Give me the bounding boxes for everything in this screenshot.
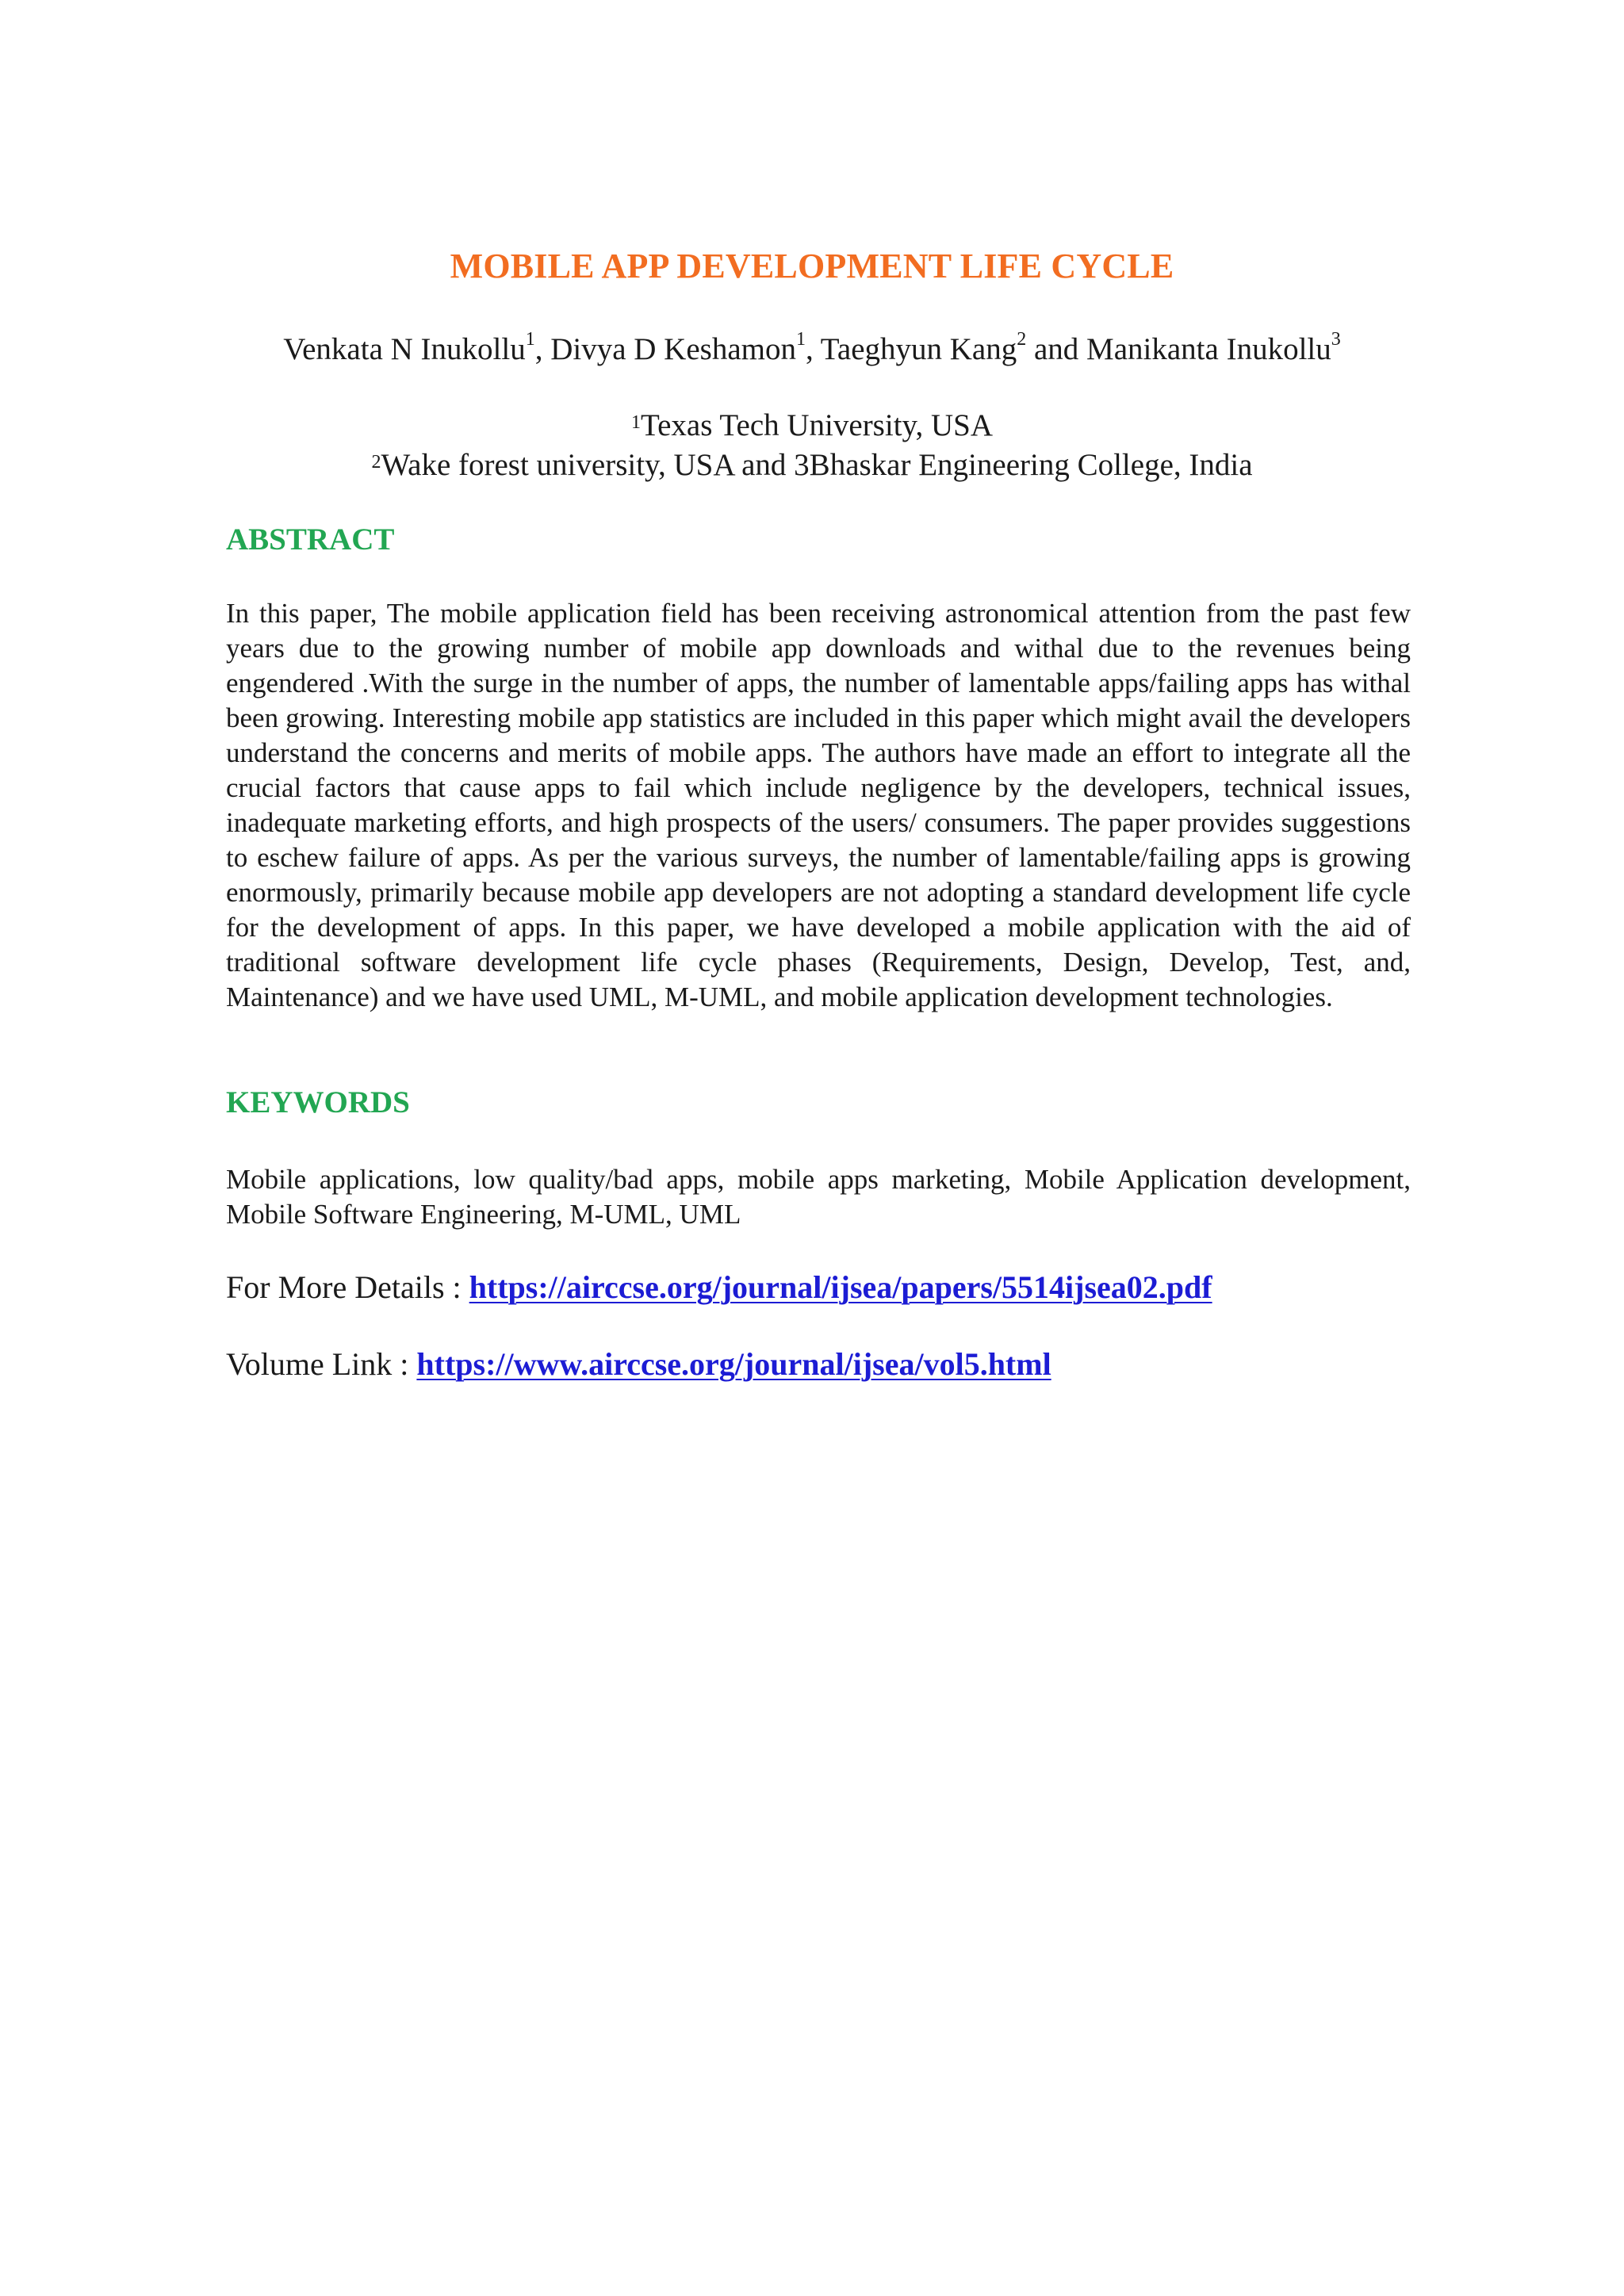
affiliation-text: Wake forest university, USA and 3Bhaskar Engineering College, India [381, 448, 1253, 482]
author-separator: , [805, 332, 821, 366]
volume-link[interactable]: https://www.airccse.org/journal/ijsea/vol5.html [416, 1346, 1051, 1382]
author-list [0, 331, 1624, 369]
keywords-body: Mobile applications, low quality/bad apps, mobile apps marketing, Mobile Application development, Mobile Software Engineering, M-UML, UML [226, 1164, 1411, 1230]
keywords-heading: KEYWORDS [226, 1085, 410, 1119]
volume-link-label: Volume Link : [226, 1346, 417, 1382]
paper-title: MOBILE APP DEVELOPMENT LIFE CYCLE [450, 247, 1174, 285]
volume-link-line [226, 1345, 1051, 1383]
affiliation-mark: 1 [630, 412, 641, 433]
author-separator: and [1026, 332, 1087, 366]
author-name: Taeghyun Kang [820, 332, 1017, 366]
author-name: Manikanta Inukollu [1086, 332, 1331, 366]
author-name: Venkata N Inukollu [283, 332, 526, 366]
affiliation-mark: 2 [371, 452, 381, 473]
affiliation-text: Texas Tech University, USA [640, 408, 994, 442]
more-details-label: For More Details : [226, 1269, 469, 1305]
affiliation-line [0, 446, 1624, 485]
affiliation-list [0, 406, 1624, 485]
author-affiliation-mark: 3 [1331, 329, 1341, 350]
more-details-link[interactable]: https://airccse.org/journal/ijsea/papers/5514ijsea02.pdf [469, 1269, 1212, 1305]
author-affiliation-mark: 1 [795, 329, 806, 350]
author-affiliation-mark: 2 [1017, 329, 1027, 350]
author-affiliation-mark: 1 [525, 329, 535, 350]
author-name: Divya D Keshamon [550, 332, 796, 366]
abstract-body: In this paper, The mobile application field has been receiving astronomical attention from the past few years due to the growing number of mobile app downloads and withal due to the revenues being engendered .With the surge in the number of apps, the number of lamentable apps/failing apps has withal been growing. Interesting mobile app statistics are included in this paper which might avail the developers understand the concerns and merits of mobile apps. The authors have made an effort to integrate all the crucial factors that cause apps to fail which include negligence by the developers, technical issues, inadequate marketing efforts, and high prospects of the users/ consumers. The paper provides suggestions to eschew failure of apps. As per the various surveys, the number of lamentable/failing apps is growing enormously, primarily because mobile app developers are not adopting a standard development life cycle for the development of apps. In this paper, we have developed a mobile application with the aid of traditional software development life cycle phases (Requirements, Design, Develop, Test, and, Maintenance) and we have used UML, M-UML, and mobile application development technologies. [226, 598, 1411, 1012]
affiliation-line [0, 406, 1624, 446]
abstract-heading: ABSTRACT [226, 522, 395, 557]
author-separator: , [534, 332, 551, 366]
more-details-line [226, 1269, 1212, 1307]
